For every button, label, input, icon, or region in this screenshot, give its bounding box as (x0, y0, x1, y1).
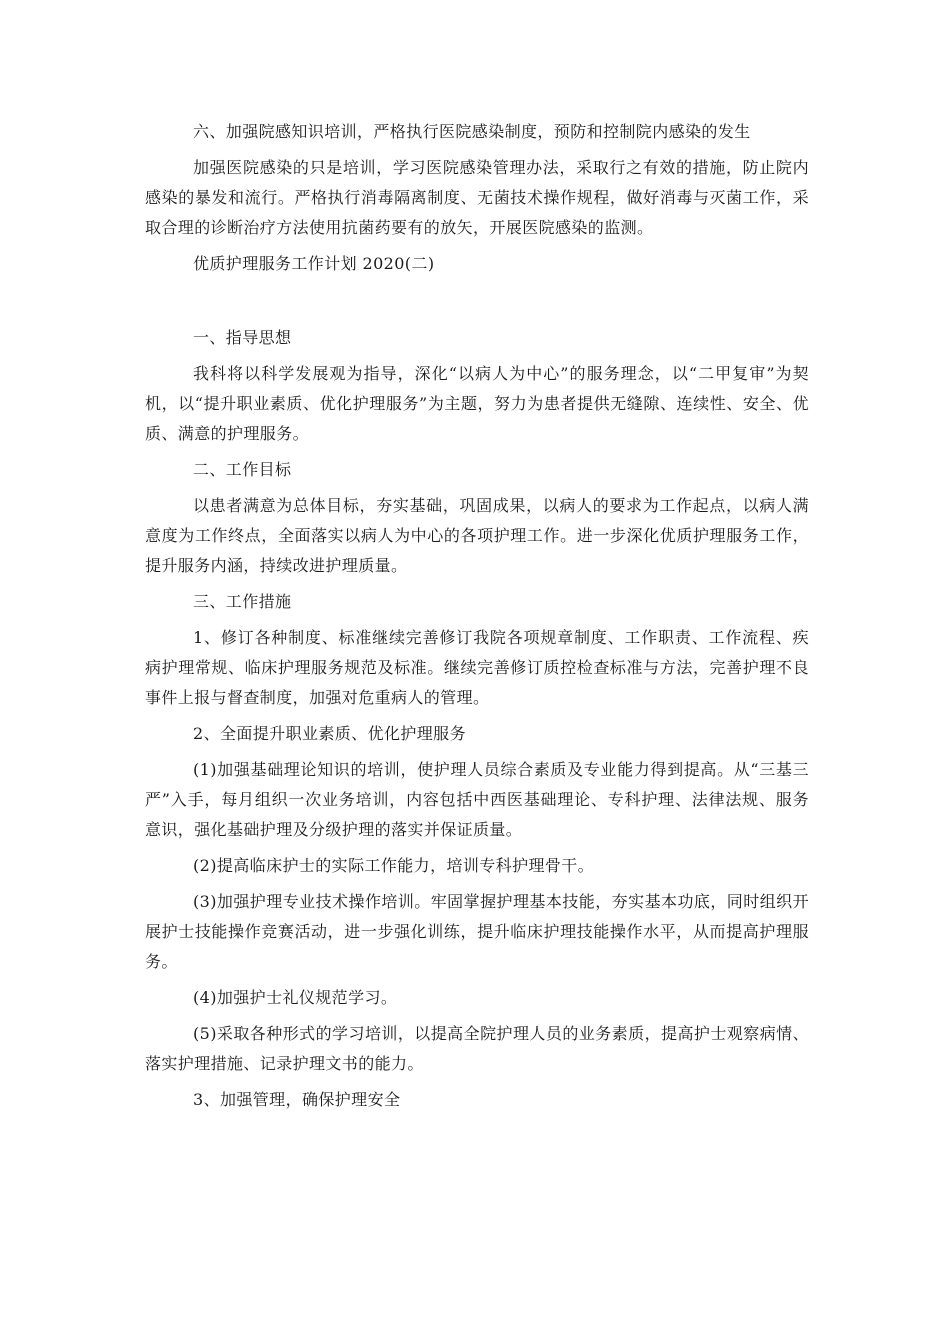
document-subtitle: 优质护理服务工作计划 2020(二) (193, 254, 435, 273)
paragraph-measure-2-heading: 2、全面提升职业素质、优化护理服务 (193, 724, 466, 743)
paragraph-measure-2-2: (2)提高临床护士的实际工作能力，培训专科护理骨干。 (193, 856, 595, 875)
section-heading-guiding-ideology: 一、指导思想 (193, 328, 292, 347)
paragraph-measure-2-5: (5)采取各种形式的学习培训，以提高全院护理人员的业务素质，提高护士观察病情、落实护理措施、记录护理文书的能力。 (145, 1024, 809, 1073)
paragraph-guiding-ideology: 我科将以科学发展观为指导，深化“以病人为中心”的服务理念，以“二甲复审”为契机，以“提升职业素质、优化护理服务”为主题，努力为患者提供无缝隙、连续性、安全、优质、满意的护理服务。 (145, 364, 809, 443)
paragraph-measure-3-heading: 3、加强管理，确保护理安全 (193, 1090, 401, 1109)
paragraph-measure-2-3: (3)加强护理专业技术操作培训。牢固掌握护理基本技能，夯实基本功底，同时组织开展护士技能操作竞赛活动，进一步强化训练，提升临床护理技能操作水平，从而提高护理服务。 (145, 892, 809, 971)
document-body (145, 117, 809, 1115)
paragraph-measure-2-4: (4)加强护士礼仪规范学习。 (193, 988, 398, 1007)
paragraph-measure-2-1: (1)加强基础理论知识的培训，使护理人员综合素质及专业能力得到提高。从“三基三严”入手，每月组织一次业务培训，内容包括中西医基础理论、专科护理、法律法规、服务意识，强化基础护理及分级护理的落实并保证质量。 (145, 760, 809, 839)
section-heading-work-measures: 三、工作措施 (193, 592, 292, 611)
paragraph-infection-training: 加强医院感染的只是培训，学习医院感染管理办法，采取行之有效的措施，防止院内感染的暴发和流行。严格执行消毒隔离制度、无菌技术操作规程，做好消毒与灭菌工作，采取合理的诊断治疗方法使用抗菌药要有的放矢，开展医院感染的监测。 (145, 158, 809, 237)
section-heading-infection-control: 六、加强院感知识培训，严格执行医院感染制度，预防和控制院内感染的发生 (193, 122, 751, 141)
paragraph-measure-1: 1、修订各种制度、标准继续完善修订我院各项规章制度、工作职责、工作流程、疾病护理常规、临床护理服务规范及标准。继续完善修订质控检查标准与方法，完善护理不良事件上报与督查制度，加强对危重病人的管理。 (145, 628, 809, 707)
paragraph-work-goals: 以患者满意为总体目标，夯实基础，巩固成果，以病人的要求为工作起点，以病人满意度为工作终点，全面落实以病人为中心的各项护理工作。进一步深化优质护理服务工作，提升服务内涵，持续改进护理质量。 (145, 496, 809, 575)
section-heading-work-goals: 二、工作目标 (193, 460, 292, 479)
